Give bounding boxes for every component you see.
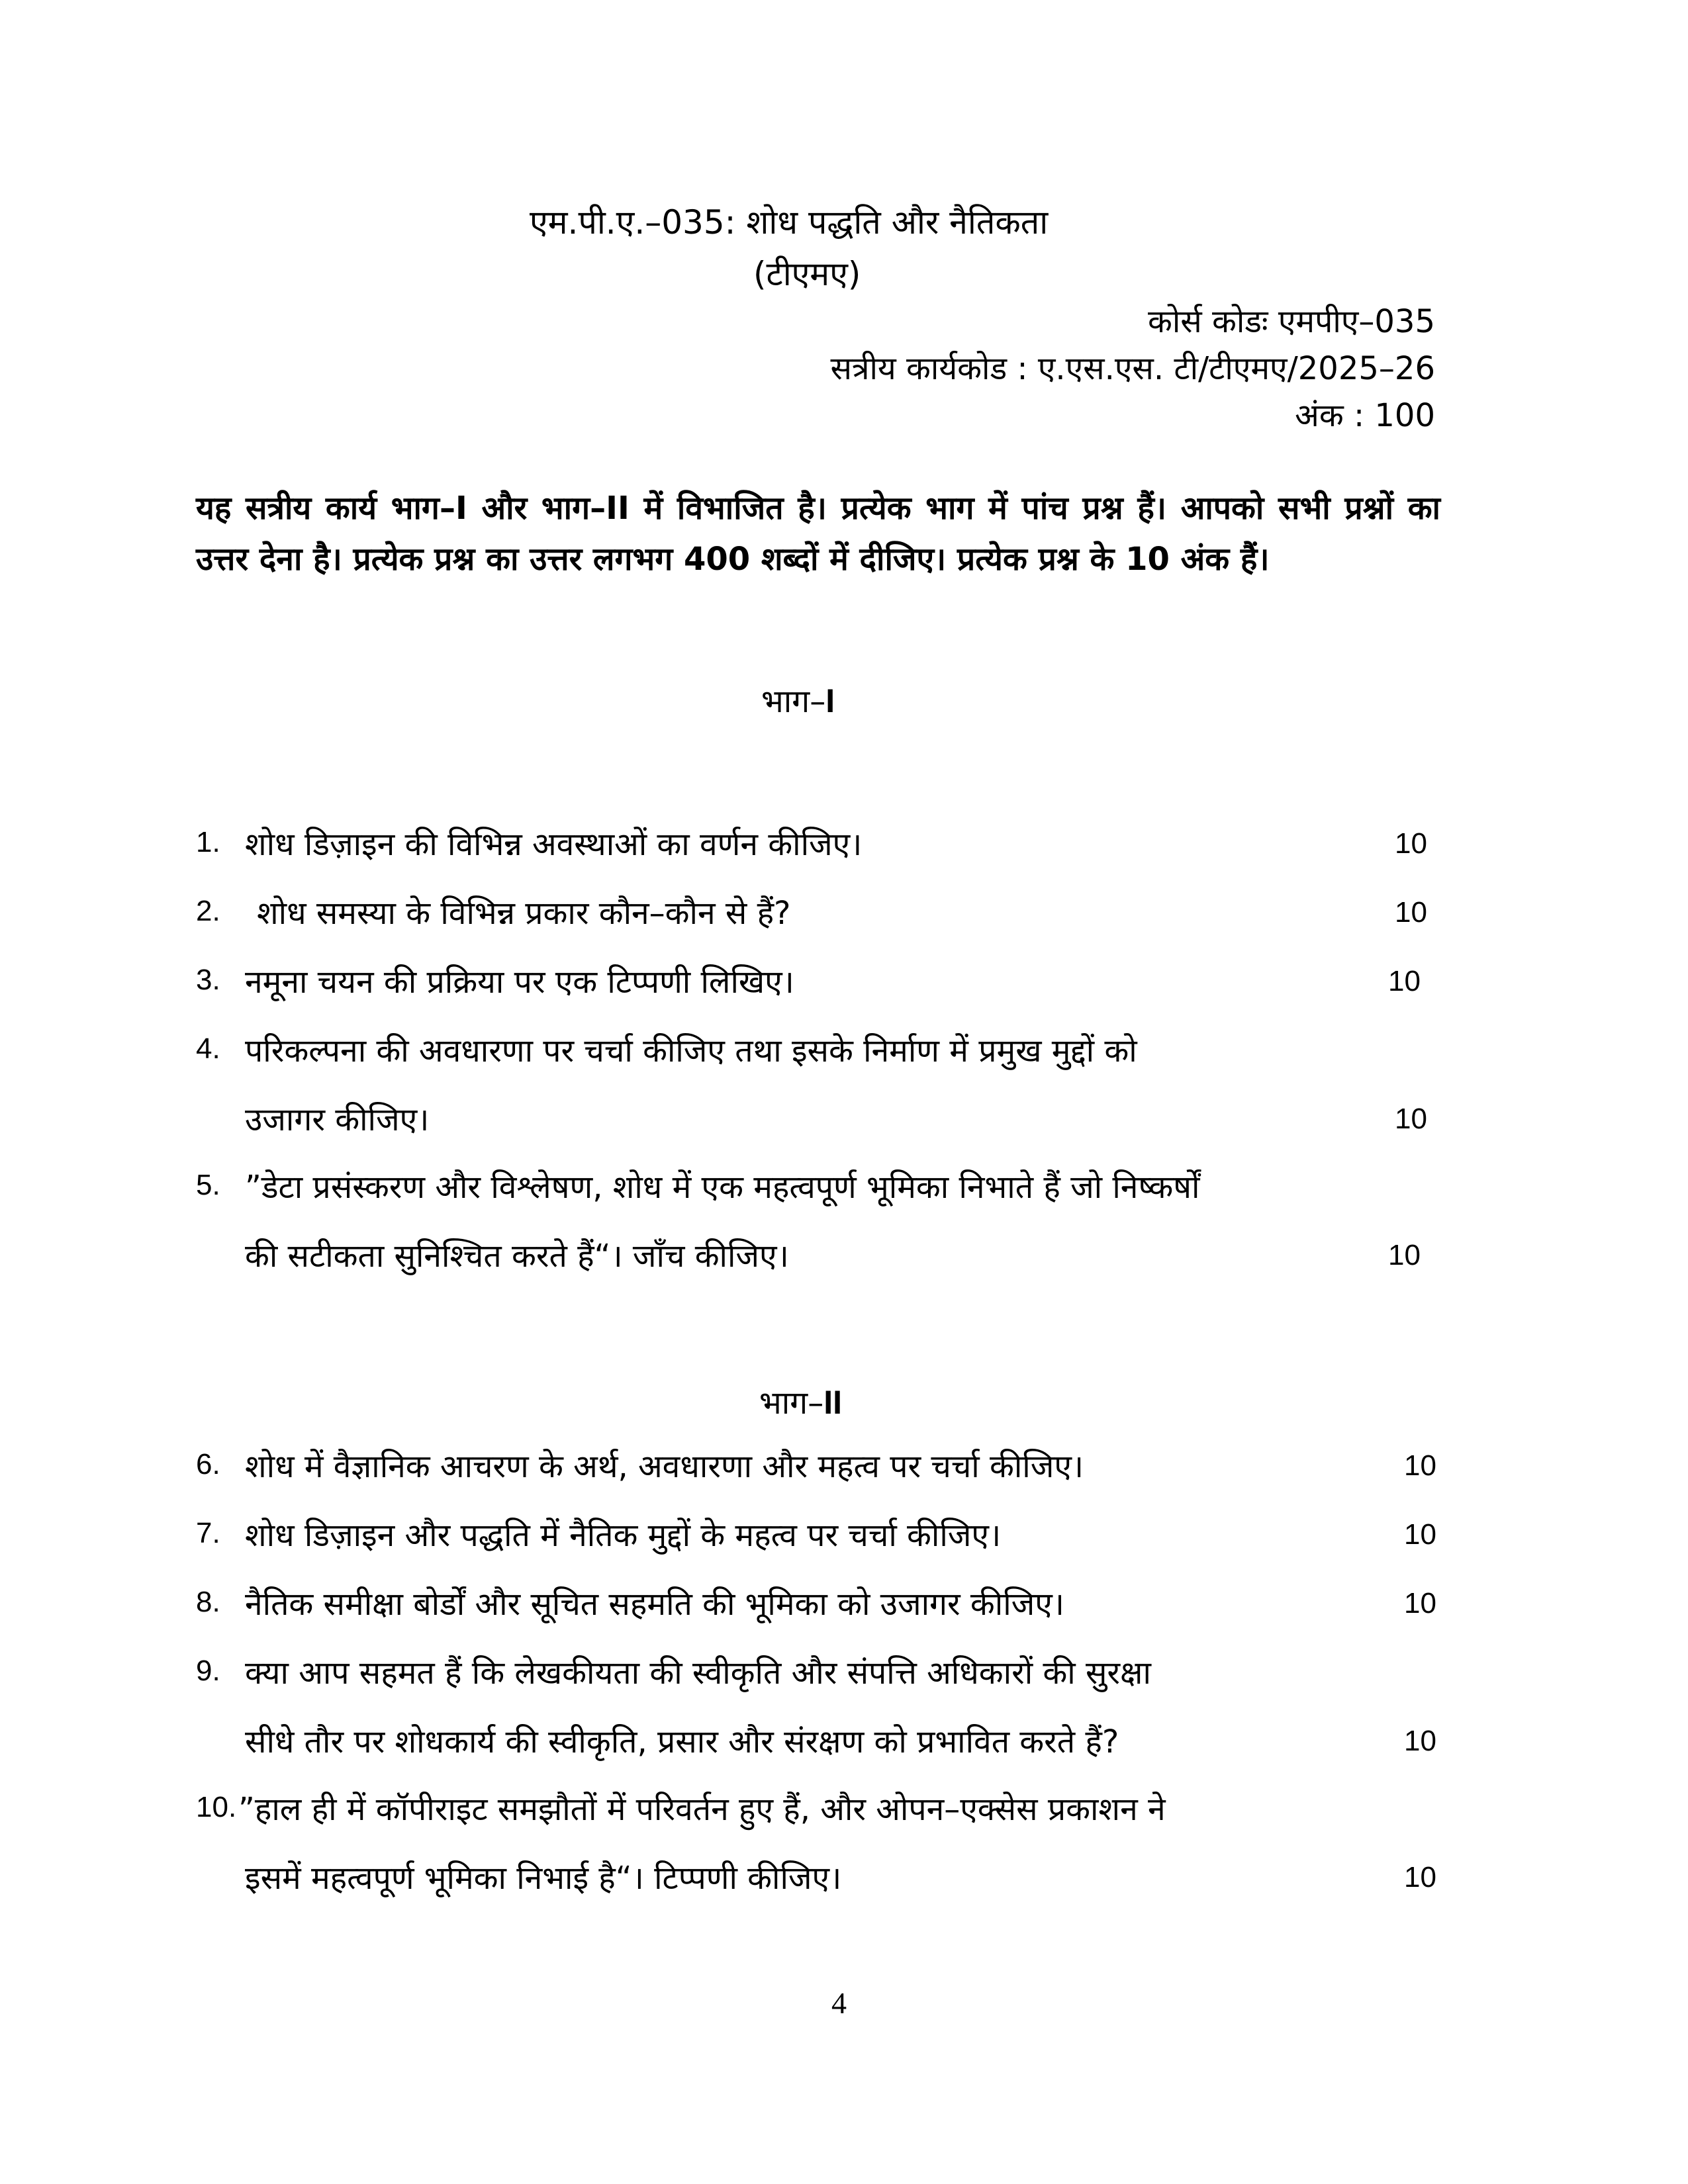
question-text: क्या आप सहमत हैं कि लेखकीयता की स्वीकृति और संपत्ति अधिकारों की सुरक्षा: [245, 1655, 1151, 1692]
question-text: परिकल्पना की अवधारणा पर चर्चा कीजिए तथा इसके निर्माण में प्रमुख मुद्दों को: [245, 1032, 1137, 1069]
question-item: [196, 1444, 1440, 1484]
question-text: नैतिक समीक्षा बोर्डों और सूचित सहमति की भूमिका को उजागर कीजिए।: [245, 1586, 1065, 1623]
question-number: 8.: [196, 1586, 220, 1618]
section-heading-part-2: [759, 1381, 842, 1424]
question-number: 10.: [196, 1791, 237, 1823]
question-text-continued: इसमें महत्वपूर्ण भूमिका निभाई है“। टिप्पणी कीजिए।: [245, 1860, 842, 1897]
question-text: ”डेटा प्रसंस्करण और विश्लेषण, शोध में एक महत्वपूर्ण भूमिका निभाते हैं जो निष्कर्षों: [245, 1169, 1200, 1206]
course-code: कोर्स कोडः एमपीए–035: [1147, 303, 1435, 340]
question-marks: 10: [1404, 1861, 1436, 1893]
question-text: ”हाल ही में कॉपीराइट समझौतों में परिवर्तन हुए हैं, और ओपन–एक्सेस प्रकाशन ने: [238, 1791, 1166, 1828]
question-text: शोध में वैज्ञानिक आचरण के अर्थ, अवधारणा और महत्व पर चर्चा कीजिए।: [245, 1448, 1084, 1485]
question-text: शोध समस्या के विभिन्न प्रकार कौन–कौन से हैं?: [257, 895, 791, 932]
question-item: [196, 1582, 1440, 1621]
question-text: नमूना चयन की प्रक्रिया पर एक टिप्पणी लिखिए।: [245, 964, 794, 1001]
question-number: 2.: [196, 895, 220, 927]
document-subtitle: (टीएमए): [753, 255, 861, 293]
question-marks: 10: [1395, 896, 1427, 929]
question-marks: 10: [1395, 827, 1427, 860]
assignment-code: सत्रीय कार्यकोड : ए.एस.एस. टी/टीएमए/2025–26: [830, 350, 1435, 387]
section-heading-part-1: [761, 679, 835, 722]
question-marks: 10: [1388, 965, 1421, 997]
question-marks: 10: [1404, 1725, 1436, 1757]
question-number: 1.: [196, 826, 220, 858]
question-number: 9.: [196, 1655, 220, 1687]
question-item: [196, 1787, 1440, 1897]
question-number: 5.: [196, 1169, 220, 1201]
question-number: 6.: [196, 1448, 220, 1480]
question-marks: 10: [1404, 1449, 1436, 1482]
question-item: [196, 1651, 1440, 1760]
question-number: 3.: [196, 964, 220, 996]
question-text-continued: सीधे तौर पर शोधकार्य की स्वीकृति, प्रसार और संरक्षण को प्रभावित करते हैं?: [245, 1723, 1119, 1760]
question-item: [196, 1165, 1440, 1275]
question-text: शोध डिज़ाइन की विभिन्न अवस्थाओं का वर्णन कीजिए।: [245, 826, 863, 863]
question-item: [196, 891, 1440, 931]
question-marks: 10: [1388, 1239, 1421, 1271]
question-item: [196, 1513, 1440, 1553]
section-heading-roman: I: [825, 682, 835, 719]
question-item: [196, 822, 1440, 862]
section-heading-prefix: भाग–: [761, 683, 826, 720]
question-number: 7.: [196, 1517, 220, 1549]
question-item: [196, 960, 1440, 999]
question-marks: 10: [1395, 1103, 1427, 1135]
question-text: शोध डिज़ाइन और पद्धति में नैतिक मुद्दों के महत्व पर चर्चा कीजिए।: [245, 1517, 1002, 1554]
total-marks: अंक : 100: [1295, 397, 1435, 434]
question-number: 4.: [196, 1032, 220, 1065]
section-heading-roman: II: [823, 1384, 842, 1421]
question-marks: 10: [1404, 1518, 1436, 1551]
instructions: यह सत्रीय कार्य भाग–I और भाग–II में विभाजित है। प्रत्येक भाग में पांच प्रश्न हैं। आपको सभी प्रश्नों का उत्तर देना है। प्रत्येक प्रश्न का उत्तर लगभग 400 शब्दों में दीजिए। प्रत्येक प्रश्न के 10 अंक हैं।: [196, 490, 1440, 578]
section-heading-prefix: भाग–: [759, 1385, 824, 1422]
question-text-continued: की सटीकता सुनिश्चित करते हैं“। जाँच कीजिए।: [245, 1238, 789, 1275]
question-marks: 10: [1404, 1587, 1436, 1619]
document-title: एम.पी.ए.–035: शोध पद्धति और नैतिकता: [530, 203, 1049, 242]
question-text-continued: उजागर कीजिए।: [245, 1101, 430, 1138]
page-number: 4: [831, 1986, 847, 2020]
question-item: [196, 1028, 1440, 1138]
